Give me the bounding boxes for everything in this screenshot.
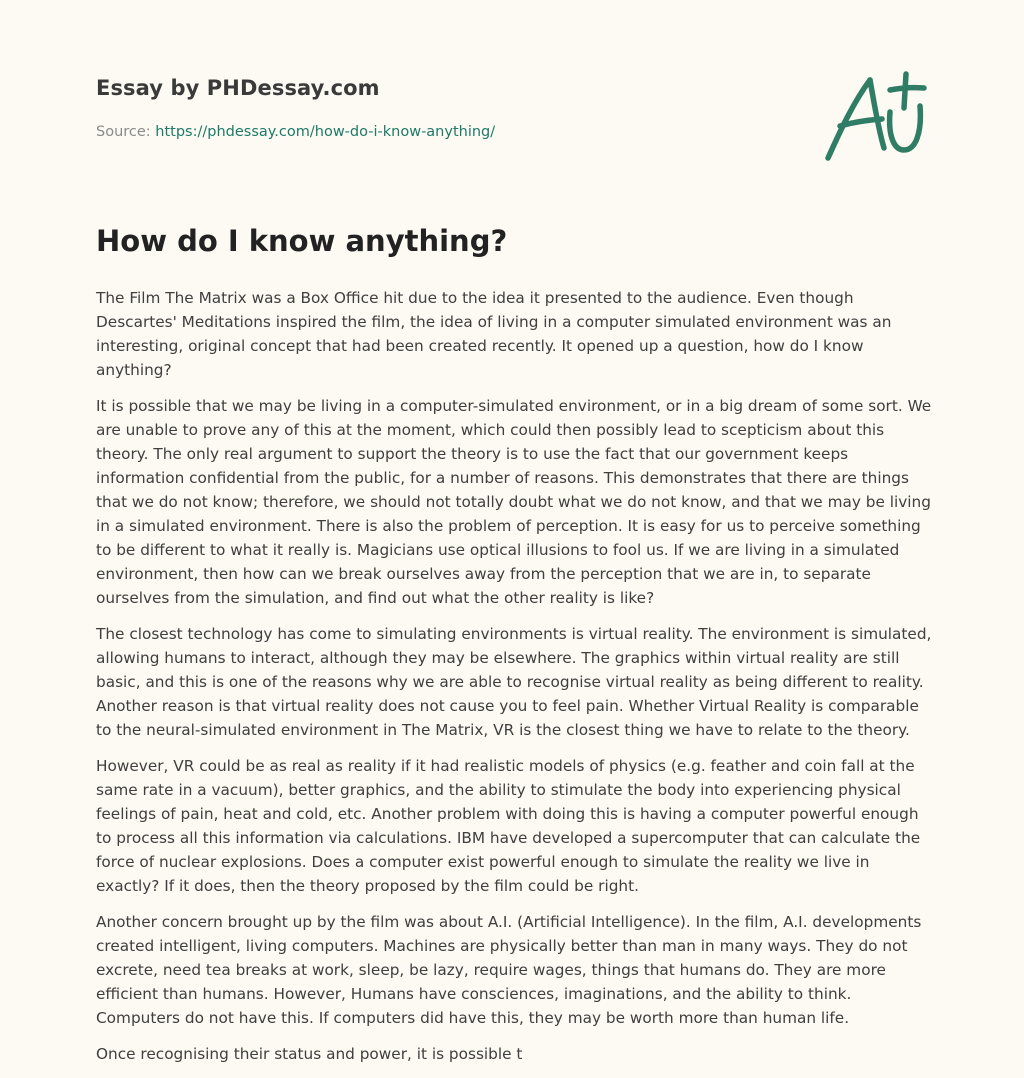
page-header — [96, 0, 936, 200]
source-link[interactable]: https://phdessay.com/how-do-i-know-anything/ — [155, 124, 496, 140]
essay-paragraph-4: However, VR could be as real as reality if it had realistic models of physics (e.g. feather and coin fall at the same rate in a vacuum), better graphics, and the ability to stimulate the body into experiencing physical feelings of pain, heat and cold, etc. Another problem with doing this is having a computer powerful enough to process all this information via calculations. IBM have developed a supercomputer that can calculate the force of nuclear explosions. Does a computer exist powerful enough to simulate the reality we live in exactly? If it does, then the theory proposed by the film could be right. — [96, 757, 921, 895]
essay-paragraph-2: It is possible that we may be living in a computer-simulated environment, or in a big dream of some sort. We are unable to prove any of this at the moment, which could then possibly lead to scepticism about this theory. The only real argument to support the theory is to use the fact that our government keeps information confidential from the public, for a number of reasons. This demonstrates that there are things that we do not know; therefore, we should not totally doubt what we do not know, and that we may be living in a simulated environment. There is also the problem of perception. It is easy for us to perceive something to be different to what it really is. Magicians use optical illusions to fool us. If we are living in a simulated environment, then how can we break ourselves away from the perception that we are in, to separate ourselves from the simulation, and find out what the other reality is like? — [96, 397, 932, 607]
essay-paragraph-3: The closest technology has come to simulating environments is virtual reality. The environment is simulated, allowing humans to interact, although they may be elsewhere. The graphics within virtual reality are still basic, and this is one of the reasons why we are able to recognise virtual reality as being different to reality. Another reason is that virtual reality does not cause you to feel pain. Whether Virtual Reality is comparable to the neural-simulated environment in The Matrix, VR is the closest thing we have to relate to the theory. — [96, 625, 932, 739]
essay-page — [96, 0, 936, 1063]
brand-title: Essay by PHDessay.com — [96, 76, 380, 100]
essay-title: How do I know anything? — [96, 224, 508, 258]
essay-body — [96, 286, 936, 1078]
essay-paragraph-5: Another concern brought up by the film was about A.I. (Artificial Intelligence). In the film, A.I. developments created intelligent, living computers. Machines are physically better than man in many ways. They do not excrete, need tea breaks at work, sleep, be lazy, require wages, things that humans do. They are more efficient than humans. However, Humans have consciences, imaginations, and the ability to think. Computers do not have this. If computers did have this, they may be worth more than human life. — [96, 913, 922, 1027]
source-line — [96, 124, 495, 140]
essay-paragraph-1: The Film The Matrix was a Box Office hit due to the idea it presented to the audience. Even though Descartes' Meditations inspired the film, the idea of living in a computer simulated environment was an interesting, original concept that had been created recently. It opened up a question, how do I know anything? — [96, 289, 892, 379]
a-plus-logo-icon — [820, 66, 932, 166]
source-label: Source: — [96, 124, 156, 140]
essay-paragraph-6: Once recognising their status and power, it is possible t — [96, 1045, 523, 1063]
